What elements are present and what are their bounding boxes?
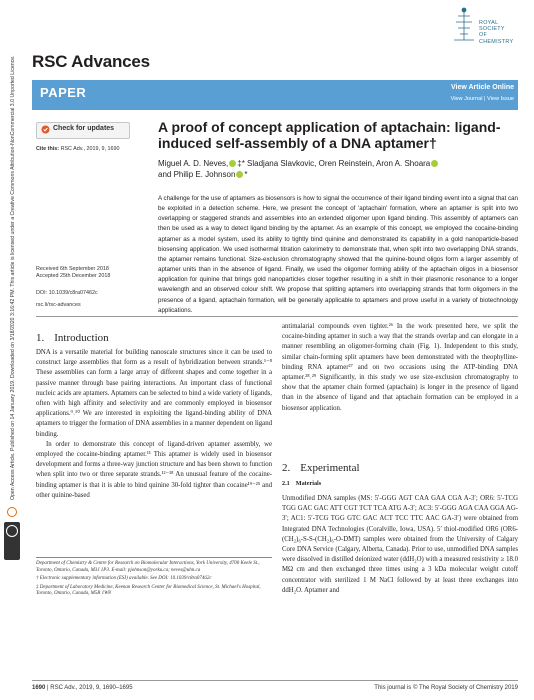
footnote-affiliation: Department of Chemistry & Centre for Research on Biomolecular Interactions, York University, 4700 Keele St., Toronto, Ontario, Canada, M3J 1P3. E-mail: pjohnson@yorku.ca; neves@uhn.ca: [36, 561, 260, 573]
footnote-esi: † Electronic supplementary information (ESI) available. See DOI: 10.1039/c8ra07462c: [36, 576, 212, 581]
journal-url-link[interactable]: rsc.li/rsc-advances: [36, 302, 81, 308]
logo-line-2: OF CHEMISTRY: [479, 32, 514, 45]
received-dates: [36, 266, 146, 280]
orcid-icon[interactable]: [431, 160, 438, 167]
footnotes: [36, 561, 272, 600]
author-johnson: and Philip E. Johnson: [158, 170, 236, 179]
journal-citation: RSC Adv., 2019, 9, 1690–1695: [50, 685, 133, 691]
section-divider: [36, 316, 518, 317]
rsc-logo[interactable]: [450, 6, 518, 58]
article-type-label: PAPER: [40, 85, 87, 100]
view-journal-issue-links[interactable]: View Journal | View Issue: [450, 96, 514, 102]
creative-commons-icon: [4, 522, 20, 560]
body-column-left: [36, 348, 272, 501]
side-note-text: Open Access Article. Published on 14 January 2019. Downloaded on 3/18/2020 3:16:42 PM. This article is licensed under a Creative Commons Attribution-NonCommercial 3.0 Unported Licence.: [10, 55, 16, 500]
cite-prefix: Cite this:: [36, 146, 60, 152]
body-column-right: [282, 322, 518, 414]
doi-link[interactable]: DOI: 10.1039/c8ra07462c: [36, 290, 98, 296]
article-title: A proof of concept application of aptachain: ligand-induced self-assembly of a DNA aptamer†: [158, 119, 501, 151]
footnote-divider: [36, 557, 272, 558]
paragraph: Unmodified DNA samples (MS: 5′-GGG AGT CAA GAA CGA A-3′; OR6: 5′-TCG TGG GAC GAC ATT CGT TCT TCA ATG A-3′; AC3: 5′-GGG AGA CAA GGA AG-3′; AC1: 5′-TCG TGG GTC GAC ACT TCC TTC AAC GA-3′) were obtained from Integrated DNA Technologies (Coralville, Iowa, USA). 5′ thiol-modified OR6 (OR6-(CH₂)₆-S-S-(CH₂)₆-O-DMT) samples were obtained from the University of Calgary Core DNA Service (Calgary, Alberta, Canada). Prior to use, unmodified DNA samples were dissolved in distilled deionized water (ddH₂O) with a measured resistivity ≥ 18.0 MΩ cm and then exchanged three times using a 3 kDa molecular weight cutoff concentrator with sterilized 1 M NaCl followed by at least three exchanges into ddH₂O. Aptamer and: [282, 495, 518, 594]
footer-citation: 1690 | RSC Adv., 2019, 9, 1690–1695: [32, 685, 133, 691]
author-neves: Miguel A. D. Neves,: [158, 159, 229, 168]
paragraph: antimalarial compounds even tighter.²⁶ In the work presented here, we split the cocaine-binding aptamer in such a way that the strands overlap and can elongate in a manner resembling an oligomer-forming chain (Fig. 1). Independent to this study, similar chain-forming split aptamers have been demonstrated with the theophylline-binding RNA aptamer²⁷ and on two occasions using the ATP-binding DNA aptamer.²⁸˒²⁹ Significantly, in this study we use size-exclusion chromatography to show that the aptamer chain formed (aptachain) is longer in the presence of ligand than in the absence of ligand and that aptachain formation can be employed in a biosensor application.: [282, 323, 518, 412]
body-column-right-materials: [282, 494, 518, 596]
subheading-number: 2.1: [282, 480, 290, 487]
open-access-icon: [7, 507, 17, 517]
orcid-icon[interactable]: [236, 171, 243, 178]
heading-number: 1.: [36, 332, 45, 344]
orcid-icon[interactable]: [229, 160, 236, 167]
footnote-affiliation-2: ‡ Department of Laboratory Medicine, Keenan Research Center for Biomedical Science, St. Michael's Hospital, Toronto, Ontario, Canada, M5B 1W8: [36, 584, 261, 596]
received-date: Received 6th September 2018: [36, 266, 109, 272]
logo-line-1: ROYAL SOCIETY: [479, 20, 505, 33]
citation: [36, 146, 120, 152]
author-list: [158, 158, 518, 180]
paragraph: DNA is a versatile material for building nanoscale structures since it can be used to construct large assemblies that form as a result of hybridization between strands.¹⁻⁸ These assemblies can form a large array of different shapes and come together in a passive manner through base pairing interactions. An important class of functional nucleic acids are aptamers. Aptamers can be selected to bind a wide variety of ligands, often with high affinity and selectivity and are commonly employed in biosensor applications.⁹˒¹⁰ We are interested in exploiting the ligand-binding ability of DNA aptamers to trigger the formation of DNA assemblies in a manner dependent on ligand binding.: [36, 349, 272, 438]
heading-experimental: [282, 462, 360, 474]
check-for-updates-label: Check for updates: [53, 125, 115, 132]
heading-number: 2.: [282, 462, 291, 474]
cite-text: RSC Adv., 2019, 9, 1690: [60, 146, 120, 152]
heading-text: Introduction: [54, 332, 109, 344]
view-article-online-link[interactable]: View Article Online: [450, 84, 514, 91]
heading-introduction: [36, 332, 109, 344]
open-access-side-note: [4, 55, 24, 500]
subheading-materials: [282, 480, 321, 487]
accepted-date: Accepted 25th December 2018: [36, 273, 111, 279]
rsc-crest-icon: [450, 6, 478, 44]
paragraph: In order to demonstrate this concept of ligand-driven aptamer assembly, we employed the cocaine-binding aptamer.¹¹ This aptamer is widely used in biosensor development and forms a three-way junction structure and has been shown to function when split into two or three separate strands.¹²⁻¹⁸ An unusual feature of the cocaine-binding aptamer is that it is able to bind quinine 30-fold tighter than cocaine¹⁹⁻²⁵ and other quinine-based: [36, 440, 272, 499]
journal-name: RSC Advances: [32, 52, 150, 71]
heading-text: Experimental: [300, 462, 360, 474]
corresponding-marker: *: [244, 170, 248, 179]
check-updates-icon: [41, 125, 50, 134]
footer-divider: [32, 680, 518, 681]
page-number: 1690: [32, 685, 46, 691]
footer-copyright: This journal is © The Royal Society of Chemistry 2019: [374, 685, 518, 691]
subheading-text: Materials: [295, 480, 322, 487]
authors-remaining: ‡* Sladjana Slavkovic, Oren Reinstein, Aron A. Shoara: [237, 159, 431, 168]
abstract: A challenge for the use of aptamers as biosensors is how to signal the occurrence of their ligand binding event into a signal that can be exploited in a detection scheme. Here, we present the concept of 'aptachain' formation, where an aptamer is split into two overlapping or staggered strands and assembles into an extended oligomer upon ligand binding. This assembly of aptamers can then be used as a way to detect ligand binding by the aptamer. As an example of this concept, we employed the cocaine-binding aptamer as a model system, used its ability to tightly bind quinine and demonstrated its capability in a gold nanoparticle-based biosensing application. We used isothermal titration calorimetry to demonstrate that, when split into two overlapping DNA strands, the aptamer remains functional. Size-exclusion chromatography showed that the quinine-bound oligos form a larger assembly of aptamer units than in the absence of ligand. Finally, we used the oligomer forming ability of the aptachain oligos in a biosensor application for quinine that brings gold nanoparticles closer together resulting in a shift in their plasmonic resonance to a longer wavelength and an observed colour shift. We propose that splitting aptamers into overlapping strands that form oligomers in the presence of a ligand, aptachain formation, will be generally applicable to aptamers and prove useful in a variety of biotechnology applications.: [158, 195, 518, 314]
